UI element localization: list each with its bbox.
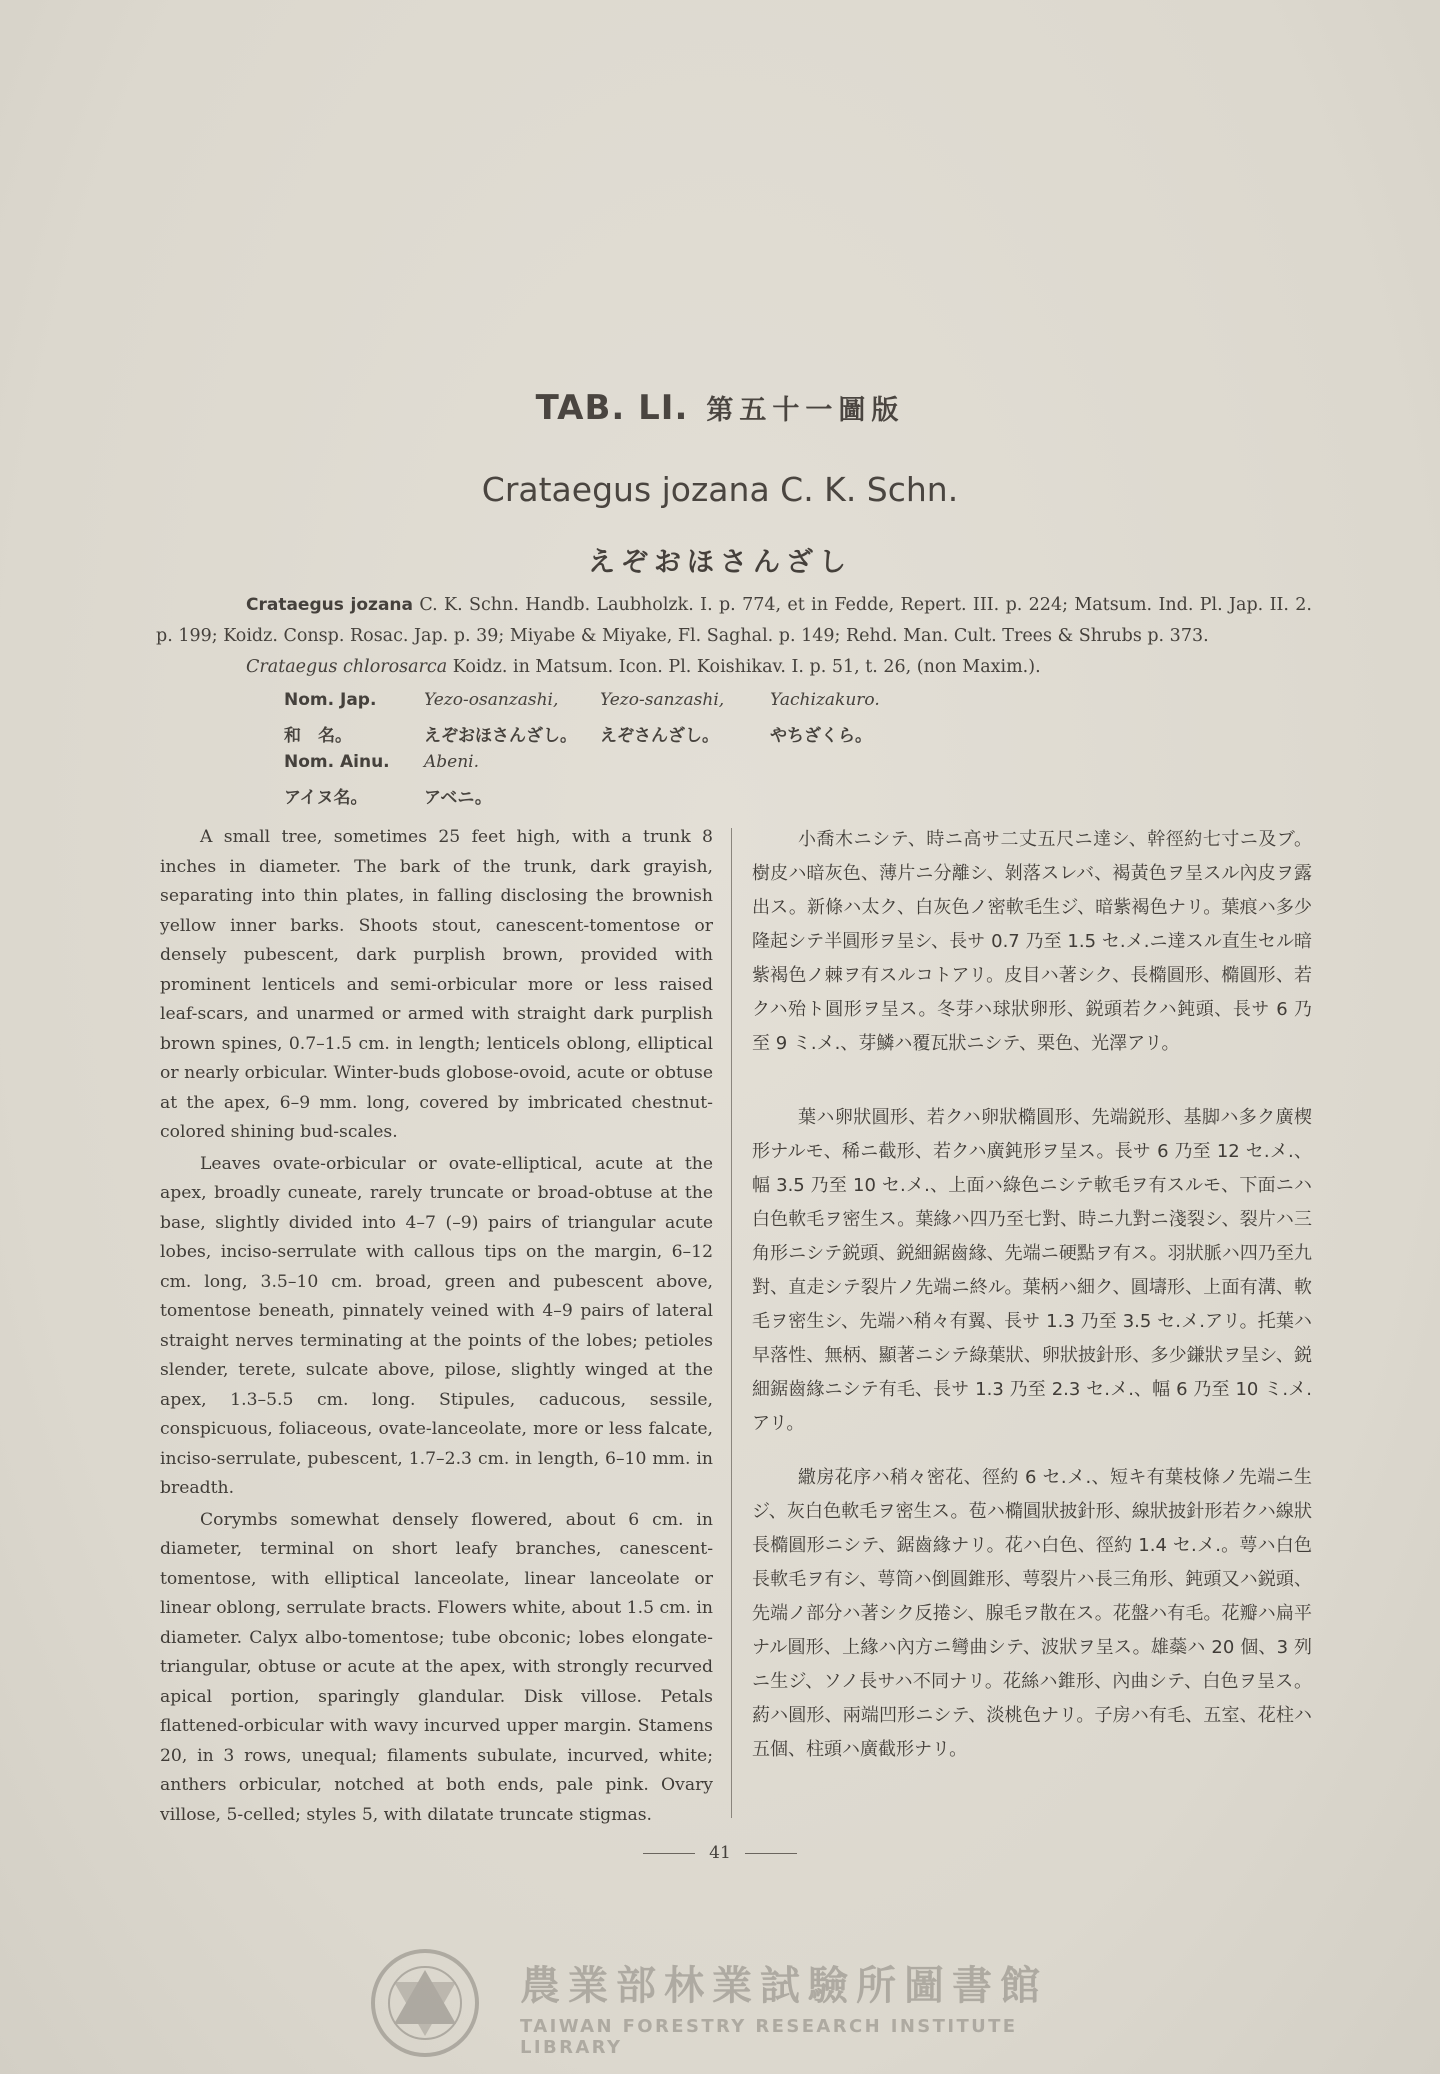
library-seal-icon [370,1948,480,2058]
page-number [0,1843,1440,1863]
nom-ainu-label: Nom. Ainu. [284,752,390,772]
ainu-jp-label: アイヌ名。 [284,788,368,808]
japanese-paragraph-bark: 小喬木ニシテ、時ニ高サ二丈五尺ニ達シ、幹徑約七寸ニ及ブ。樹皮ハ暗灰色、薄片ニ分離シ、剝落スレバ、褐黃色ヲ呈スル內皮ヲ露出ス。新條ハ太ク、白灰色ノ密軟毛生ジ、暗紫褐色ナリ。葉痕ハ多少隆起シテ半圓形ヲ呈シ、長サ 0.7 乃至 1.5 セ.メ.ニ達スル直生セル暗紫褐色ノ棘ヲ有スルコトアリ。皮目ハ著シク、長橢圓形、橢圓形、若クハ殆ト圓形ヲ呈ス。冬芽ハ球狀卵形、鋭頭若クハ鈍頭、長サ 6 乃至 9 ミ.メ.、芽鱗ハ覆瓦狀ニシテ、栗色、光澤アリ。 [752,829,1312,1054]
synonymy [156,590,1312,683]
english-paragraph-leaves: Leaves ovate-orbicular or ovate-elliptical, acute at the apex, broadly cuneate, rarely truncate or broad-obtuse at the base, slightly divided into 4–7 (–9) pairs of triangular acute lobes, inciso-serrulate with callous tips on the margin, 6–12 cm. long, 3.5–10 cm. broad, green and pubescent above, tomentose beneath, pinnately veined with 4–9 pairs of lateral straight nerves terminating at the points of the lobes; petioles slender, terete, sulcate above, pilose, slightly winged at the apex, 1.3–5.5 cm. long. Stipules, caducous, sessile, conspicuous, foliaceous, ovate-lanceolate, more or less falcate, inciso-serrulate, pubescent, 1.7–2.3 cm. in length, 6–10 mm. in breadth. [160,1153,713,1498]
synonym-name: Crataegus chlorosarca [246,657,448,677]
nomenclature [284,690,950,814]
synonym-citation: Koidz. in Matsum. Icon. Pl. Koishikav. I. p. 51, t. 26, (non Maxim.). [447,657,1041,677]
plate-title [0,388,1440,428]
species-name: Crataegus jozana C. K. Schn. [481,470,959,509]
wamei-label: 和 名。 [284,726,352,746]
column-divider [731,828,732,1818]
nom-jap-2: Yezo-sanzashi, [600,690,725,710]
plate-number: TAB. LI. [535,388,689,428]
species-kana: えぞおほさんざし [588,547,852,578]
library-name-zh: 農業部林業試驗所圖書館 [520,1963,1048,2009]
wamei-1: えぞおほさんざし。 [424,726,577,746]
nom-ainu: Abeni. [424,752,480,772]
page-number-value: 41 [709,1843,731,1863]
japanese-paragraph-flowers: 繖房花序ハ稍々密花、徑約 6 セ.メ.、短キ有葉枝條ノ先端ニ生ジ、灰白色軟毛ヲ密生ス。苞ハ橢圓狀披針形、線狀披針形若クハ線狀長橢圓形ニシテ、鋸齒緣ナリ。花ハ白色、徑約 1.4 セ.メ.。萼ハ白色長軟毛ヲ有シ、萼筒ハ倒圓錐形、萼裂片ハ長三角形、鈍頭又ハ鋭頭、先端ノ部分ハ著シク反捲シ、腺毛ヲ散在ス。花盤ハ有毛。花瓣ハ扁平ナル圓形、上緣ハ內方ニ彎曲シテ、波狀ヲ呈ス。雄蘂ハ 20 個、3 列ニ生ジ、ソノ長サハ不同ナリ。花絲ハ錐形、內曲シテ、白色ヲ呈ス。葯ハ圓形、兩端凹形ニシテ、淡桃色ナリ。子房ハ有毛、五室、花柱ハ五個、柱頭ハ廣截形ナリ。 [752,1467,1312,1760]
nom-jap-3: Yachizakuro. [770,690,880,710]
synonymy-citations: C. K. Schn. Handb. Laubholzk. I. p. 774, et in Fedde, Repert. III. p. 224; Matsum. Ind. Pl. Jap. II. 2. p. 199; Koidz. Consp. Rosac. Jap. p. 39; Miyabe & Miyake, Fl. Saghal. p. 149; Rehd. Man. Cult. Trees & Shrubs p. 373. [156,595,1312,646]
nom-jap-1: Yezo-osanzashi, [424,690,559,710]
wamei-3: やちざくら。 [770,726,872,746]
japanese-description [752,823,1312,1787]
synonymy-name: Crataegus jozana [246,595,413,615]
library-watermark [370,1948,1090,2058]
english-paragraph-bark: A small tree, sometimes 25 feet high, with a trunk 8 inches in diameter. The bark of the trunk, dark grayish, separating into thin plates, in falling disclosing the brownish yellow inner barks. Shoots stout, canescent-tomentose or densely pubescent, dark purplish brown, provided with prominent lenticels and semi-orbicular more or less raised leaf-scars, and unarmed or armed with straight dark purplish brown spines, 0.7–1.5 cm. in length; lenticels oblong, elliptical or nearly orbicular. Winter-buds globose-ovoid, acute or obtuse at the apex, 6–9 mm. long, covered by imbricated chestnut-colored shining bud-scales. [160,827,713,1142]
english-description [160,823,713,1832]
english-paragraph-flowers: Corymbs somewhat densely flowered, about 6 cm. in diameter, terminal on short leafy branches, canescent-tomentose, with elliptical lanceolate, linear lanceolate or linear oblong, serrulate bracts. Flowers white, about 1.5 cm. in diameter. Calyx albo-tomentose; tube obconic; lobes elongate-triangular, obtuse or acute at the apex, with strongly recurved apical portion, sparingly glandular. Disk villose. Petals flattened-orbicular with wavy incurved upper margin. Stamens 20, in 3 rows, unequal; filaments subulate, incurved, white; anthers orbicular, notched at both ends, pale pink. Ovary villose, 5-celled; styles 5, with dilatate truncate stigmas. [160,1509,713,1825]
ainu-jp: アベニ。 [424,788,492,808]
wamei-2: えぞさんざし。 [600,726,719,746]
nom-jap-label: Nom. Jap. [284,690,377,710]
japanese-paragraph-leaves: 葉ハ卵狀圓形、若クハ卵狀橢圓形、先端鋭形、基脚ハ多ク廣楔形ナルモ、稀ニ截形、若クハ廣鈍形ヲ呈ス。長サ 6 乃至 12 セ.メ.、幅 3.5 乃至 10 セ.メ.、上面ハ綠色ニシテ軟毛ヲ有スルモ、下面ニハ白色軟毛ヲ密生ス。葉緣ハ四乃至七對、時ニ九對ニ淺裂シ、裂片ハ三角形ニシテ鋭頭、鋭細鋸齒緣、先端ニ硬點ヲ有ス。羽狀脈ハ四乃至九對、直走シテ裂片ノ先端ニ終ル。葉柄ハ細ク、圓壔形、上面有溝、軟毛ヲ密生シ、先端ハ稍々有翼、長サ 1.3 乃至 3.5 セ.メ.アリ。托葉ハ早落性、無柄、顯著ニシテ綠葉狀、卵狀披針形、多少鎌狀ヲ呈シ、鋭細鋸齒緣ニシテ有毛、長サ 1.3 乃至 2.3 セ.メ.、幅 6 乃至 10 ミ.メ.アリ。 [752,1107,1312,1434]
library-name-en: TAIWAN FORESTRY RESEARCH INSTITUTE LIBRARY [520,2016,1018,2058]
plate-number-jp: 第五十一圖版 [706,395,905,426]
